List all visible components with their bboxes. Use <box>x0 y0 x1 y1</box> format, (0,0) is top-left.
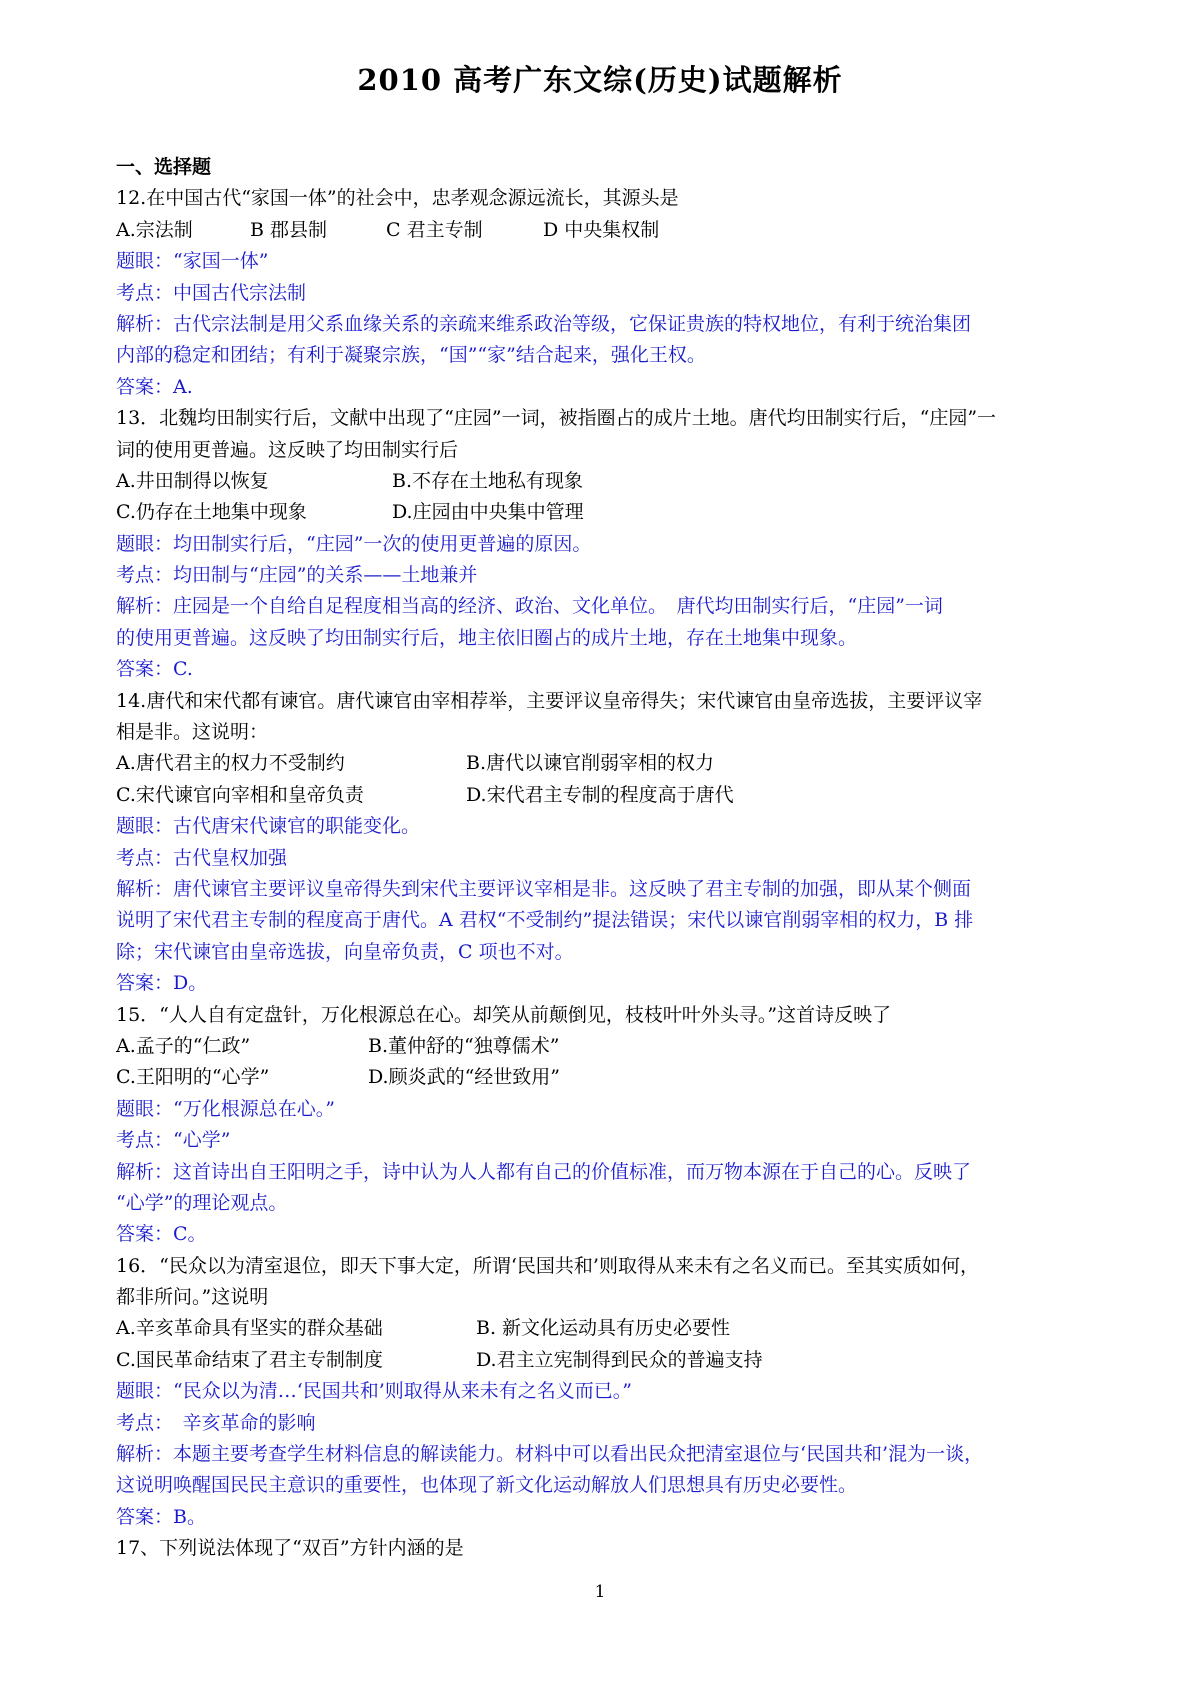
question-jiexi-line: 解析：这首诗出自王阳明之手，诗中认为人人都有自己的价值标准，而万物本源在于自己的心。反映了 <box>116 1160 972 1183</box>
option-a: A.唐代君主的权力不受制约 <box>116 752 345 775</box>
question-12 <box>116 183 1100 403</box>
option-c: C.宋代谏官向宰相和皇帝负责 <box>116 783 364 806</box>
question-jiexi-line: 解析：唐代谏官主要评议皇帝得失到宋代主要评议宰相是非。这反映了君主专制的加强，即从某个侧面 <box>116 877 972 900</box>
question-stem: 15．“人人自有定盘针，万化根源总在心。却笑从前颠倒见，枝枝叶叶外头寻。”这首诗反映了 <box>116 1003 892 1026</box>
question-14 <box>116 686 1100 1000</box>
question-tiyan: 题眼：“万化根源总在心。” <box>116 1097 335 1120</box>
option-d: D 中央集权制 <box>543 218 660 241</box>
option-row <box>116 215 1100 246</box>
option-b: B.不存在土地私有现象 <box>392 469 584 492</box>
question-stem: 词的使用更普遍。这反映了均田制实行后 <box>116 438 459 461</box>
option-a: A.井田制得以恢复 <box>116 469 269 492</box>
option-row <box>116 1031 1100 1062</box>
question-jiexi-line: 解析：古代宗法制是用父系血缘关系的亲疏来维系政治等级，它保证贵族的特权地位，有利于统治集团 <box>116 312 972 335</box>
option-row <box>116 748 1100 779</box>
question-kaodian: 考点：中国古代宗法制 <box>116 281 307 304</box>
document-title: 2010 高考广东文综(历史)试题解析 <box>357 63 843 97</box>
option-row <box>116 466 1100 497</box>
option-b: B.唐代以谏官削弱宰相的权力 <box>466 752 715 775</box>
option-row <box>116 497 1100 528</box>
question-jiexi-line: 内部的稳定和团结；有利于凝聚宗族，“国”“家”结合起来，强化王权。 <box>116 344 706 367</box>
question-stem: 都非所问。”这说明 <box>116 1286 269 1309</box>
question-jiexi-line: 说明了宋代君主专制的程度高于唐代。A 君权“不受制约”提法错误；宋代以谏官削弱宰相的权力，B 排 <box>116 909 974 932</box>
question-kaodian: 考点：“心学” <box>116 1129 231 1152</box>
option-b: B 郡县制 <box>250 218 328 241</box>
page-number: 1 <box>594 1582 606 1602</box>
option-row <box>116 1345 1100 1376</box>
option-row <box>116 1313 1100 1344</box>
question-kaodian: 考点：均田制与“庄园”的关系——土地兼并 <box>116 564 478 587</box>
section-heading: 一、选择题 <box>116 156 212 178</box>
question-stem: 16．“民众以为清室退位，即天下事大定，所谓‘民国共和’则取得从来未有之名义而已。至其实质如何， <box>116 1254 979 1277</box>
option-b: B. 新文化运动具有历史必要性 <box>476 1317 731 1340</box>
question-answer: 答案：B。 <box>116 1505 206 1528</box>
question-kaodian: 考点： 辛亥革命的影响 <box>116 1411 316 1434</box>
question-jiexi-line: 这说明唤醒国民民主意识的重要性，也体现了新文化运动解放人们思想具有历史必要性。 <box>116 1474 858 1497</box>
option-a: A.孟子的“仁政” <box>116 1034 251 1057</box>
option-c: C.国民革命结束了君主专制制度 <box>116 1348 383 1371</box>
option-a: A.宗法制 <box>116 218 193 241</box>
option-d: D.宋代君主专制的程度高于唐代 <box>466 783 734 806</box>
question-15 <box>116 1000 1100 1251</box>
option-c: C.王阳明的“心学” <box>116 1066 270 1089</box>
question-stem: 14.唐代和宋代都有谏官。唐代谏官由宰相荐举，主要评议皇帝得失；宋代谏官由皇帝选拔，主要评议宰 <box>116 689 983 712</box>
question-answer: 答案：C。 <box>116 1223 207 1246</box>
question-13 <box>116 403 1100 686</box>
option-c: C.仍存在土地集中现象 <box>116 501 307 524</box>
question-jiexi-line: 解析：本题主要考查学生材料信息的解读能力。材料中可以看出民众把清室退位与‘民国共和’混为一谈， <box>116 1443 984 1466</box>
option-row <box>116 1062 1100 1093</box>
question-tiyan: 题眼：均田制实行后，“庄园”一次的使用更普遍的原因。 <box>116 532 592 555</box>
question-answer: 答案：A. <box>116 375 193 398</box>
question-jiexi-line: 除；宋代谏官由皇帝选拔，向皇帝负责，C 项也不对。 <box>116 940 574 963</box>
document-body <box>116 152 1100 1565</box>
question-kaodian: 考点：古代皇权加强 <box>116 846 288 869</box>
question-answer: 答案：D。 <box>116 972 208 995</box>
option-b: B.董仲舒的“独尊儒术” <box>368 1034 560 1057</box>
option-row <box>116 780 1100 811</box>
option-d: D.庄园由中央集中管理 <box>392 501 584 524</box>
question-jiexi-line: 解析：庄园是一个自给自足程度相当高的经济、政治、文化单位。 唐代均田制实行后，“庄园”一词 <box>116 595 943 618</box>
question-tiyan: 题眼：古代唐宋代谏官的职能变化。 <box>116 815 421 838</box>
question-jiexi-line: 的使用更普遍。这反映了均田制实行后，地主依旧圈占的成片土地，存在土地集中现象。 <box>116 626 858 649</box>
question-16 <box>116 1251 1100 1534</box>
question-stem: 12.在中国古代“家国一体”的社会中，忠孝观念源远流长，其源头是 <box>116 187 679 210</box>
option-a: A.辛亥革命具有坚实的群众基础 <box>116 1317 383 1340</box>
question-stem: 13．北魏均田制实行后，文献中出现了“庄园”一词，被指圈占的成片土地。唐代均田制实行后，“庄园”一 <box>116 407 997 430</box>
question-jiexi-line: “心学”的理论观点。 <box>116 1191 288 1214</box>
option-d: D.君主立宪制得到民众的普遍支持 <box>476 1348 763 1371</box>
question-tiyan: 题眼：“民众以为清…‘民国共和’则取得从来未有之名义而已。” <box>116 1380 633 1403</box>
question-tiyan: 题眼：“家国一体” <box>116 250 269 273</box>
question-17-stem: 17、下列说法体现了“双百”方针内涵的是 <box>116 1537 464 1560</box>
question-stem: 相是非。这说明： <box>116 721 269 744</box>
question-answer: 答案：C. <box>116 658 193 681</box>
option-d: D.顾炎武的“经世致用” <box>368 1066 561 1089</box>
option-c: C 君主专制 <box>386 218 483 241</box>
